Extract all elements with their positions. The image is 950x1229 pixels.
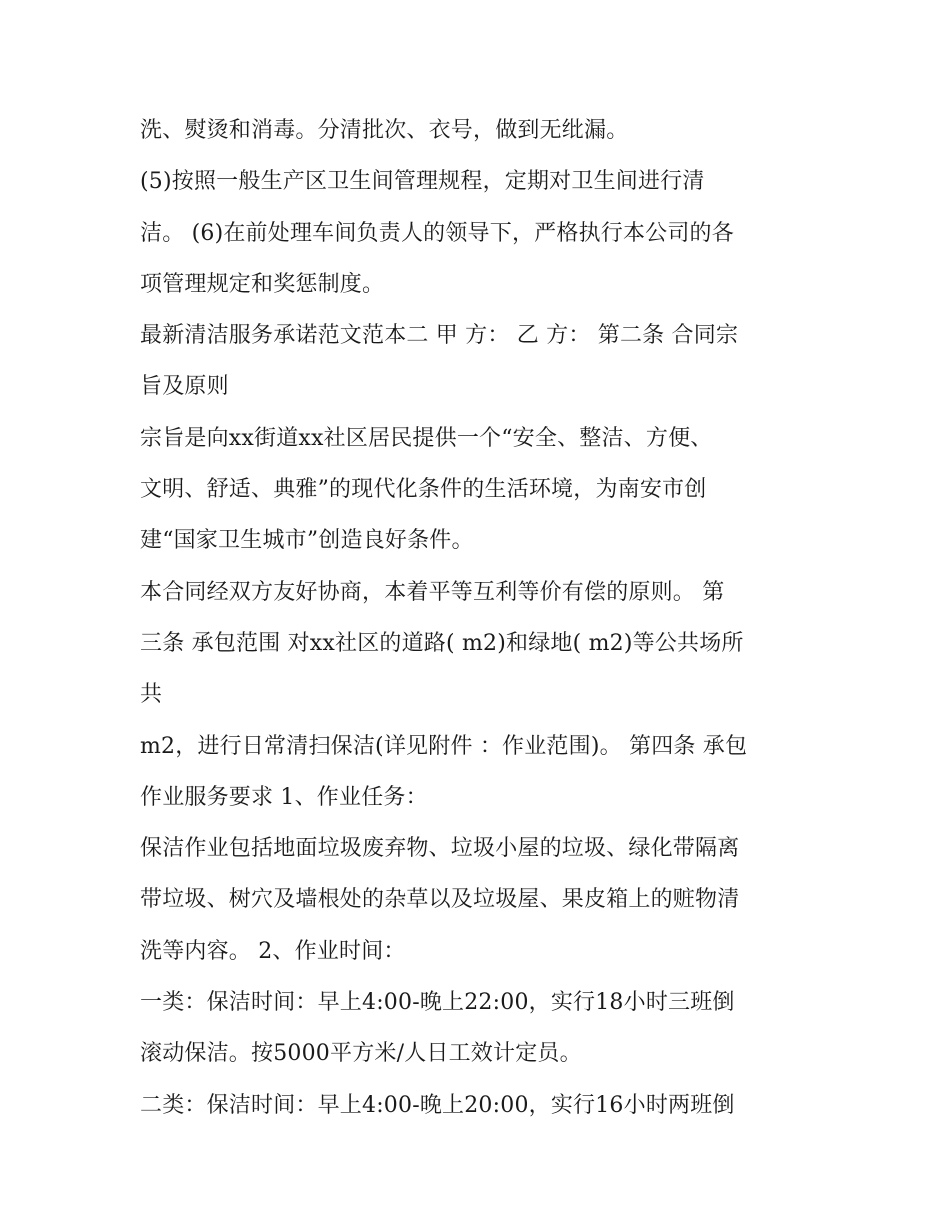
text-line: 作业服务要求 1、作业任务： bbox=[140, 784, 428, 810]
text-line: 洗等内容。 2、作业时间： bbox=[140, 938, 406, 964]
text-line: 二类：保洁时间：早上4:00-晚上20:00，实行16小时两班倒 bbox=[140, 1092, 735, 1118]
text-line: 旨及原则 bbox=[140, 374, 229, 400]
text-line: 宗旨是向xx街道xx社区居民提供一个“安全、整洁、方便、 bbox=[140, 425, 713, 451]
document-body bbox=[140, 105, 820, 1131]
text-line: 共 bbox=[140, 682, 163, 708]
text-line: 洁。 (6)在前处理车间负责人的领导下，严格执行本公司的各 bbox=[140, 220, 734, 246]
text-line: 文明、舒适、典雅”的现代化条件的生活环境，为南安市创 bbox=[140, 477, 707, 503]
text-line: (5)按照一般生产区卫生间管理规程，定期对卫生间进行清 bbox=[140, 169, 705, 195]
text-line: 项管理规定和奖惩制度。 bbox=[140, 271, 385, 297]
text-line: 滚动保洁。按5000平方米/人日工效计定员。 bbox=[140, 1041, 582, 1067]
text-line: 保洁作业包括地面垃圾废弃物、垃圾小屋的垃圾、绿化带隔离 bbox=[140, 836, 740, 862]
text-line: 最新清洁服务承诺范文范本二 甲 方： 乙 方： 第二条 合同宗 bbox=[140, 323, 739, 349]
text-line: 带垃圾、树穴及墙根处的杂草以及垃圾屋、果皮箱上的赃物清 bbox=[140, 887, 740, 913]
text-line: 三条 承包范围 对xx社区的道路( m2)和绿地( m2)等公共场所 bbox=[140, 630, 744, 656]
text-line: 本合同经双方友好协商，本着平等互利等价有偿的原则。 第 bbox=[140, 579, 725, 605]
text-line: 一类：保洁时间：早上4:00-晚上22:00，实行18小时三班倒 bbox=[140, 990, 735, 1016]
text-line: 建“国家卫生城市”创造良好条件。 bbox=[140, 528, 474, 554]
text-line: m2，进行日常清扫保洁(详见附件 ：作业范围)。 第四条 承包 bbox=[140, 733, 748, 759]
text-line: 洗、熨烫和消毒。分清批次、衣号，做到无纰漏。 bbox=[140, 118, 629, 143]
